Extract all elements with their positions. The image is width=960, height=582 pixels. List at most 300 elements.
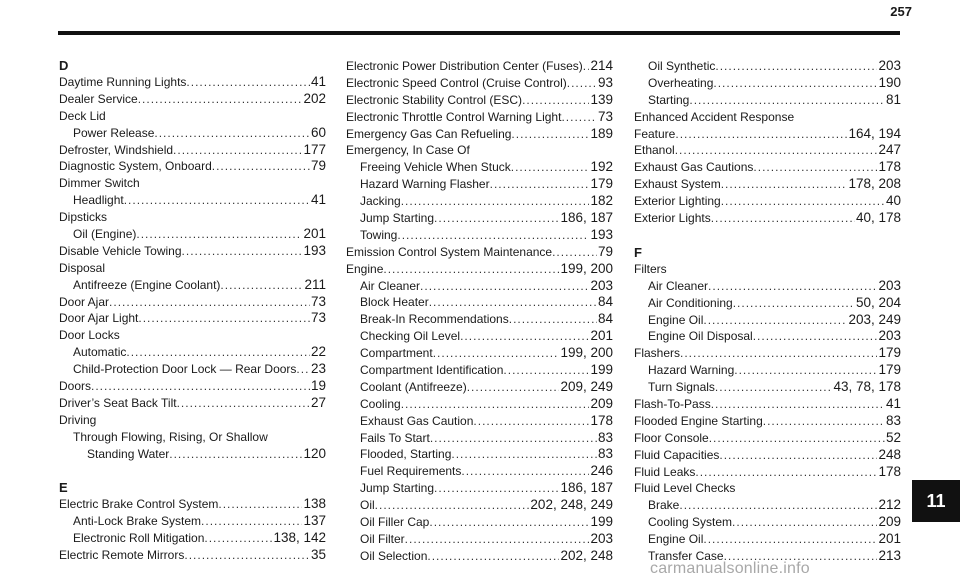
dot-leader [552,244,597,261]
index-entry[interactable] [634,345,901,362]
entry-text: Brake [648,498,680,513]
entry-text: Emission Control System Maintenance [346,244,553,259]
index-entry[interactable] [59,142,326,159]
dot-leader [220,277,303,294]
index-entry[interactable] [634,75,901,92]
entry-text: Disable Vehicle Towing [59,243,182,258]
section-letter: E [59,480,68,496]
page-reference[interactable]: 43, 78, 178 [833,379,901,395]
page-reference[interactable]: 41 [310,74,326,89]
dot-leader [434,210,559,227]
entry-text: Electronic Roll Mitigation [73,531,205,546]
index-entry[interactable] [346,92,613,109]
dot-leader [511,159,590,176]
index-entry[interactable] [59,361,326,378]
entry-text: Child-Protection Door Lock — Rear Doors [73,362,297,377]
page-reference[interactable]: 50, 204 [855,294,901,310]
entry-text: Exterior Lights [634,211,711,226]
page-reference[interactable]: 203, 249 [848,311,901,327]
dot-leader [460,328,589,345]
index-heading [59,175,326,192]
dot-leader [733,295,855,312]
page-reference[interactable]: 178 [878,159,901,175]
page-reference[interactable]: 81 [885,91,901,107]
entry-text: Electronic Power Distribution Center (Fuses) [346,59,583,73]
index-heading [59,412,326,429]
index-entry[interactable] [59,158,326,175]
index-entry[interactable] [59,496,326,513]
entry-text: Dimmer Switch [59,176,140,191]
dot-leader [429,294,597,311]
entry-text: Driver’s Seat Back Tilt [59,395,177,410]
page-reference[interactable]: 73 [310,310,326,326]
entry-text: Oil Filter [360,531,405,546]
entry-text: Deck Lid [59,108,106,123]
page-reference[interactable]: 192 [590,159,613,175]
entry-text: Emergency, In Case Of [346,143,470,158]
page-reference[interactable]: 22 [310,344,326,360]
page-reference[interactable]: 23 [310,361,326,377]
index-entry[interactable] [59,192,326,209]
page-reference[interactable]: 199 [590,514,613,530]
index-entry[interactable] [634,312,901,329]
dot-leader [405,531,590,548]
index-entry[interactable] [346,311,613,328]
index-entry[interactable] [346,480,613,497]
page-reference[interactable]: 19 [310,378,326,394]
page-reference[interactable]: 52 [885,429,901,445]
entry-text: Electric Brake Control System [59,497,219,512]
dot-leader [124,192,310,209]
dot-leader [734,362,877,379]
dot-leader [753,159,877,176]
dot-leader [138,91,303,108]
entry-text: Overheating [648,75,714,90]
index-entry[interactable] [634,514,901,531]
entry-text: Engine Oil [648,312,704,327]
index-entry[interactable] [634,126,901,143]
index-heading [59,327,326,344]
index-entry[interactable] [59,294,326,311]
index-entry[interactable] [634,176,901,193]
entry-text: Antifreeze (Engine Coolant) [73,277,221,292]
index-entry[interactable] [346,58,613,75]
dot-leader [91,378,310,395]
page-reference[interactable]: 139 [590,91,613,107]
dot-leader [451,446,597,463]
dot-leader [522,92,589,109]
index-entry[interactable] [346,379,613,396]
index-entry[interactable] [59,226,326,243]
dot-leader [420,278,589,295]
dot-leader [703,531,877,548]
entry-text: Ethanol [634,143,675,158]
index-entry[interactable] [346,463,613,480]
entry-text: Electronic Speed Control (Cruise Control) [346,75,567,90]
entry-text: Oil Selection [360,548,428,563]
page-reference[interactable]: 209 [590,395,613,411]
index-entry[interactable] [346,345,613,362]
index-entry[interactable] [634,497,901,514]
page-reference[interactable]: 93 [597,74,613,90]
page-reference[interactable]: 199, 200 [560,260,613,276]
dot-leader [679,497,877,514]
dot-leader [169,446,302,463]
page-reference[interactable]: 209, 249 [560,378,613,394]
entry-text: Power Release [73,125,155,140]
dot-leader [429,514,589,531]
dot-leader [509,311,597,328]
entry-text: Anti-Lock Brake System [73,514,202,529]
page-reference[interactable]: 27 [310,394,326,410]
entry-text: Flooded Engine Starting [634,413,763,428]
page-reference[interactable]: 203 [878,277,901,293]
dot-leader [109,294,310,311]
index-entry[interactable] [59,378,326,395]
entry-text: Hazard Warning [648,363,735,378]
entry-text: Hazard Warning Flasher [360,177,490,192]
page-reference[interactable]: 73 [597,108,613,124]
page-reference[interactable]: 73 [310,293,326,309]
entry-text: Jump Starting [360,481,435,496]
dot-leader [201,513,302,530]
page-reference[interactable]: 203 [590,277,613,293]
chapter-tab[interactable]: 11 [912,480,960,522]
entry-text: Oil [360,498,375,513]
page-reference[interactable]: 212 [878,497,901,513]
index-entry[interactable] [346,193,613,210]
entry-text: Exhaust Gas Cautions [634,160,754,175]
dot-leader [695,464,877,481]
entry-text: Flashers [634,346,681,361]
index-entry[interactable] [346,396,613,413]
entry-text: Jump Starting [360,211,435,226]
entry-text: Enhanced Accident Response [634,109,795,124]
page-reference[interactable]: 35 [310,547,326,563]
dot-leader [719,447,877,464]
dot-leader [715,58,877,75]
index-heading [634,261,901,278]
entry-text: Feature [634,126,676,141]
index-entry[interactable] [346,159,613,176]
dot-leader [680,345,877,362]
page-reference[interactable]: 213 [878,548,901,564]
index-entry[interactable] [346,497,613,514]
index-entry[interactable] [634,379,901,396]
index-entry[interactable] [346,227,613,244]
entry-text: Engine Oil Disposal [648,329,753,344]
dot-leader [721,193,885,210]
entry-text: Towing [360,227,398,242]
page-reference[interactable]: 40, 178 [855,210,901,226]
entry-text: Air Conditioning [648,295,733,310]
page-reference[interactable]: 246 [590,463,613,479]
index-entry[interactable] [634,362,901,379]
page-reference[interactable]: 202 [303,90,326,106]
index-entry[interactable] [346,548,613,565]
index-entry[interactable] [59,125,326,142]
index-entry[interactable] [634,328,901,345]
index-entry[interactable] [346,531,613,548]
page-reference[interactable]: 189 [590,125,613,141]
page-reference[interactable]: 79 [310,158,326,174]
entry-text: Coolant (Antifreeze) [360,379,467,394]
index-entry[interactable] [59,547,326,564]
index-entry[interactable] [346,413,613,430]
entry-text: Oil (Engine) [73,227,137,242]
dot-leader [703,312,847,329]
dot-leader [184,547,310,564]
page-reference[interactable]: 177 [303,141,326,157]
page-reference[interactable]: 79 [597,243,613,259]
page-reference[interactable]: 186, 187 [560,210,613,226]
index-entry[interactable] [59,310,326,327]
entry-text: Fluid Leaks [634,464,696,479]
index-column-2 [346,58,613,565]
index-entry[interactable] [59,277,326,294]
page-reference[interactable]: 41 [885,396,901,412]
entry-text: Compartment Identification [360,363,504,378]
index-entry[interactable] [634,396,901,413]
entry-text: Defroster, Windshield [59,142,174,157]
index-entry[interactable] [634,92,901,109]
entry-text: Turn Signals [648,380,715,395]
dot-leader [711,210,855,227]
index-entry[interactable] [59,74,326,91]
page-reference[interactable]: 178 [590,412,613,428]
watermark: carmanualsonline.info [650,560,810,577]
entry-text: Dealer Service [59,91,138,106]
page-reference[interactable]: 138, 142 [273,530,326,546]
dot-leader [715,379,833,396]
dot-leader [430,430,597,447]
index-entry[interactable] [634,447,901,464]
page-reference[interactable]: 41 [310,192,326,208]
index-entry[interactable] [634,58,901,75]
dot-leader [461,463,589,480]
page-reference[interactable]: 40 [885,193,901,209]
page-reference[interactable]: 84 [597,311,613,327]
entry-text: Daytime Running Lights [59,75,187,89]
page-reference[interactable]: 199, 200 [560,345,613,361]
page-reference[interactable]: 83 [885,412,901,428]
page-reference[interactable]: 83 [597,446,613,462]
page-reference[interactable]: 201 [590,328,613,344]
page-reference[interactable]: 84 [597,294,613,310]
index-heading [59,429,326,446]
entry-text: Oil Filler Cap [360,515,430,530]
page-reference[interactable]: 179 [878,362,901,378]
page-reference[interactable]: 203 [878,328,901,344]
page-reference[interactable]: 120 [303,445,326,461]
index-entry[interactable] [634,413,901,430]
index-entry[interactable] [346,362,613,379]
page-reference[interactable]: 179 [590,176,613,192]
entry-text: Driving [59,412,97,427]
page-reference[interactable]: 60 [310,124,326,140]
page-reference[interactable]: 182 [590,193,613,209]
page-reference[interactable]: 199 [590,362,613,378]
entry-text: Fails To Start [360,430,430,445]
page-reference[interactable]: 178 [878,463,901,479]
dot-leader [154,125,310,142]
index-column-1 [59,58,326,564]
section-letter: F [634,244,642,260]
index-entry[interactable] [346,244,613,261]
entry-text: Automatic [73,345,127,360]
page-reference[interactable]: 193 [303,242,326,258]
entry-text: Fuel Requirements [360,464,462,479]
index-entry[interactable] [346,126,613,143]
index-entry[interactable] [346,514,613,531]
index-entry[interactable] [346,109,613,126]
index-entry[interactable] [346,294,613,311]
index-heading [346,142,613,159]
dot-leader [136,226,302,243]
index-entry[interactable] [346,446,613,463]
page-reference[interactable]: 193 [590,226,613,242]
dot-leader [753,328,878,345]
index-entry[interactable] [59,395,326,412]
dot-leader [173,142,302,159]
entry-text: Air Cleaner [360,278,421,293]
entry-text: Diagnostic System, Onboard [59,159,212,174]
index-entry[interactable] [59,344,326,361]
entry-text: Checking Oil Level [360,329,461,344]
entry-text: Engine [346,261,384,276]
entry-text: Exhaust System [634,177,721,192]
page-reference[interactable]: 211 [304,276,326,292]
entry-text: Doors [59,379,92,394]
dot-leader [186,74,310,91]
page-reference[interactable]: 209 [878,514,901,530]
index-entry[interactable] [59,243,326,260]
page-reference[interactable]: 203 [878,58,901,73]
entry-text: Transfer Case [648,549,724,564]
page-reference[interactable]: 203 [590,530,613,546]
page-reference[interactable]: 202, 248, 249 [530,497,613,513]
entry-text: Dipsticks [59,210,108,225]
index-heading [59,108,326,125]
entry-text: Door Ajar Light [59,311,139,326]
entry-text: Break-In Recommendations [360,312,509,327]
page-number: 257 [890,4,912,19]
index-entry[interactable] [346,430,613,447]
entry-text: Flooded, Starting [360,447,452,462]
entry-text: Electric Remote Mirrors [59,548,185,563]
page-reference[interactable]: 186, 187 [560,480,613,496]
dot-leader [212,158,310,175]
dot-leader [433,345,560,362]
page-reference[interactable]: 201 [878,531,901,547]
entry-text: Cooling [360,396,401,411]
index-entry[interactable] [346,278,613,295]
index-entry[interactable] [346,328,613,345]
entry-text: Compartment [360,346,433,361]
index-entry[interactable] [634,159,901,176]
entry-text: Exterior Lighting [634,194,721,209]
dot-leader [427,548,559,565]
page-reference[interactable]: 178, 208 [848,176,901,192]
dot-leader [397,227,589,244]
index-heading [59,209,326,226]
entry-text: Door Ajar [59,294,110,309]
index-entry[interactable] [59,530,326,547]
page-reference[interactable]: 190 [878,74,901,90]
dot-leader [689,92,885,109]
entry-text: Freeing Vehicle When Stuck [360,160,511,175]
entry-text: Flash-To-Pass [634,397,711,412]
dot-leader [732,514,877,531]
dot-leader [383,261,559,278]
page-reference[interactable]: 164, 194 [848,125,901,141]
entry-text: Fluid Capacities [634,447,720,462]
entry-text: Exhaust Gas Caution [360,413,474,428]
index-entry[interactable] [634,278,901,295]
entry-text: Filters [634,261,667,276]
index-entry[interactable] [634,295,901,312]
page-reference[interactable]: 137 [303,513,326,529]
header-rule [58,31,900,35]
index-entry[interactable] [634,531,901,548]
index-heading [59,260,326,277]
entry-text: Emergency Gas Can Refueling [346,126,512,141]
index-entry[interactable] [59,513,326,530]
entry-text: Door Locks [59,328,120,343]
dot-leader [583,58,590,75]
index-entry[interactable] [59,91,326,108]
index-entry[interactable] [346,176,613,193]
dot-leader [709,430,885,447]
index-entry[interactable] [634,210,901,227]
dot-leader [503,362,589,379]
index-entry[interactable] [634,142,901,159]
page-reference[interactable]: 83 [597,429,613,445]
index-entry[interactable] [634,193,901,210]
index-entry[interactable] [59,446,326,463]
page-reference[interactable]: 201 [303,226,326,242]
dot-leader [177,395,310,412]
entry-text: Fluid Level Checks [634,481,736,496]
page-reference[interactable]: 179 [878,345,901,361]
index-heading [634,480,901,497]
page-reference[interactable]: 202, 248 [560,547,613,563]
page-reference[interactable]: 214 [590,58,613,73]
entry-text: Engine Oil [648,532,704,547]
dot-leader [204,530,272,547]
dot-leader [763,413,885,430]
dot-leader [511,126,589,143]
entry-text: Floor Console [634,430,709,445]
page-reference[interactable]: 247 [878,142,901,158]
dot-leader [713,75,877,92]
dot-leader [708,278,877,295]
index-entry[interactable] [346,210,613,227]
index-entry[interactable] [346,75,613,92]
entry-text: Headlight [73,193,124,208]
index-entry[interactable] [346,261,613,278]
dot-leader [401,193,590,210]
entry-text: Jacking [360,194,401,209]
index-entry[interactable] [634,464,901,481]
dot-leader [182,243,303,260]
page-reference[interactable]: 138 [303,496,326,512]
index-column-3 [634,58,901,565]
page-reference[interactable]: 248 [878,446,901,462]
dot-leader [473,413,589,430]
dot-leader [567,75,597,92]
index-entry[interactable] [634,430,901,447]
